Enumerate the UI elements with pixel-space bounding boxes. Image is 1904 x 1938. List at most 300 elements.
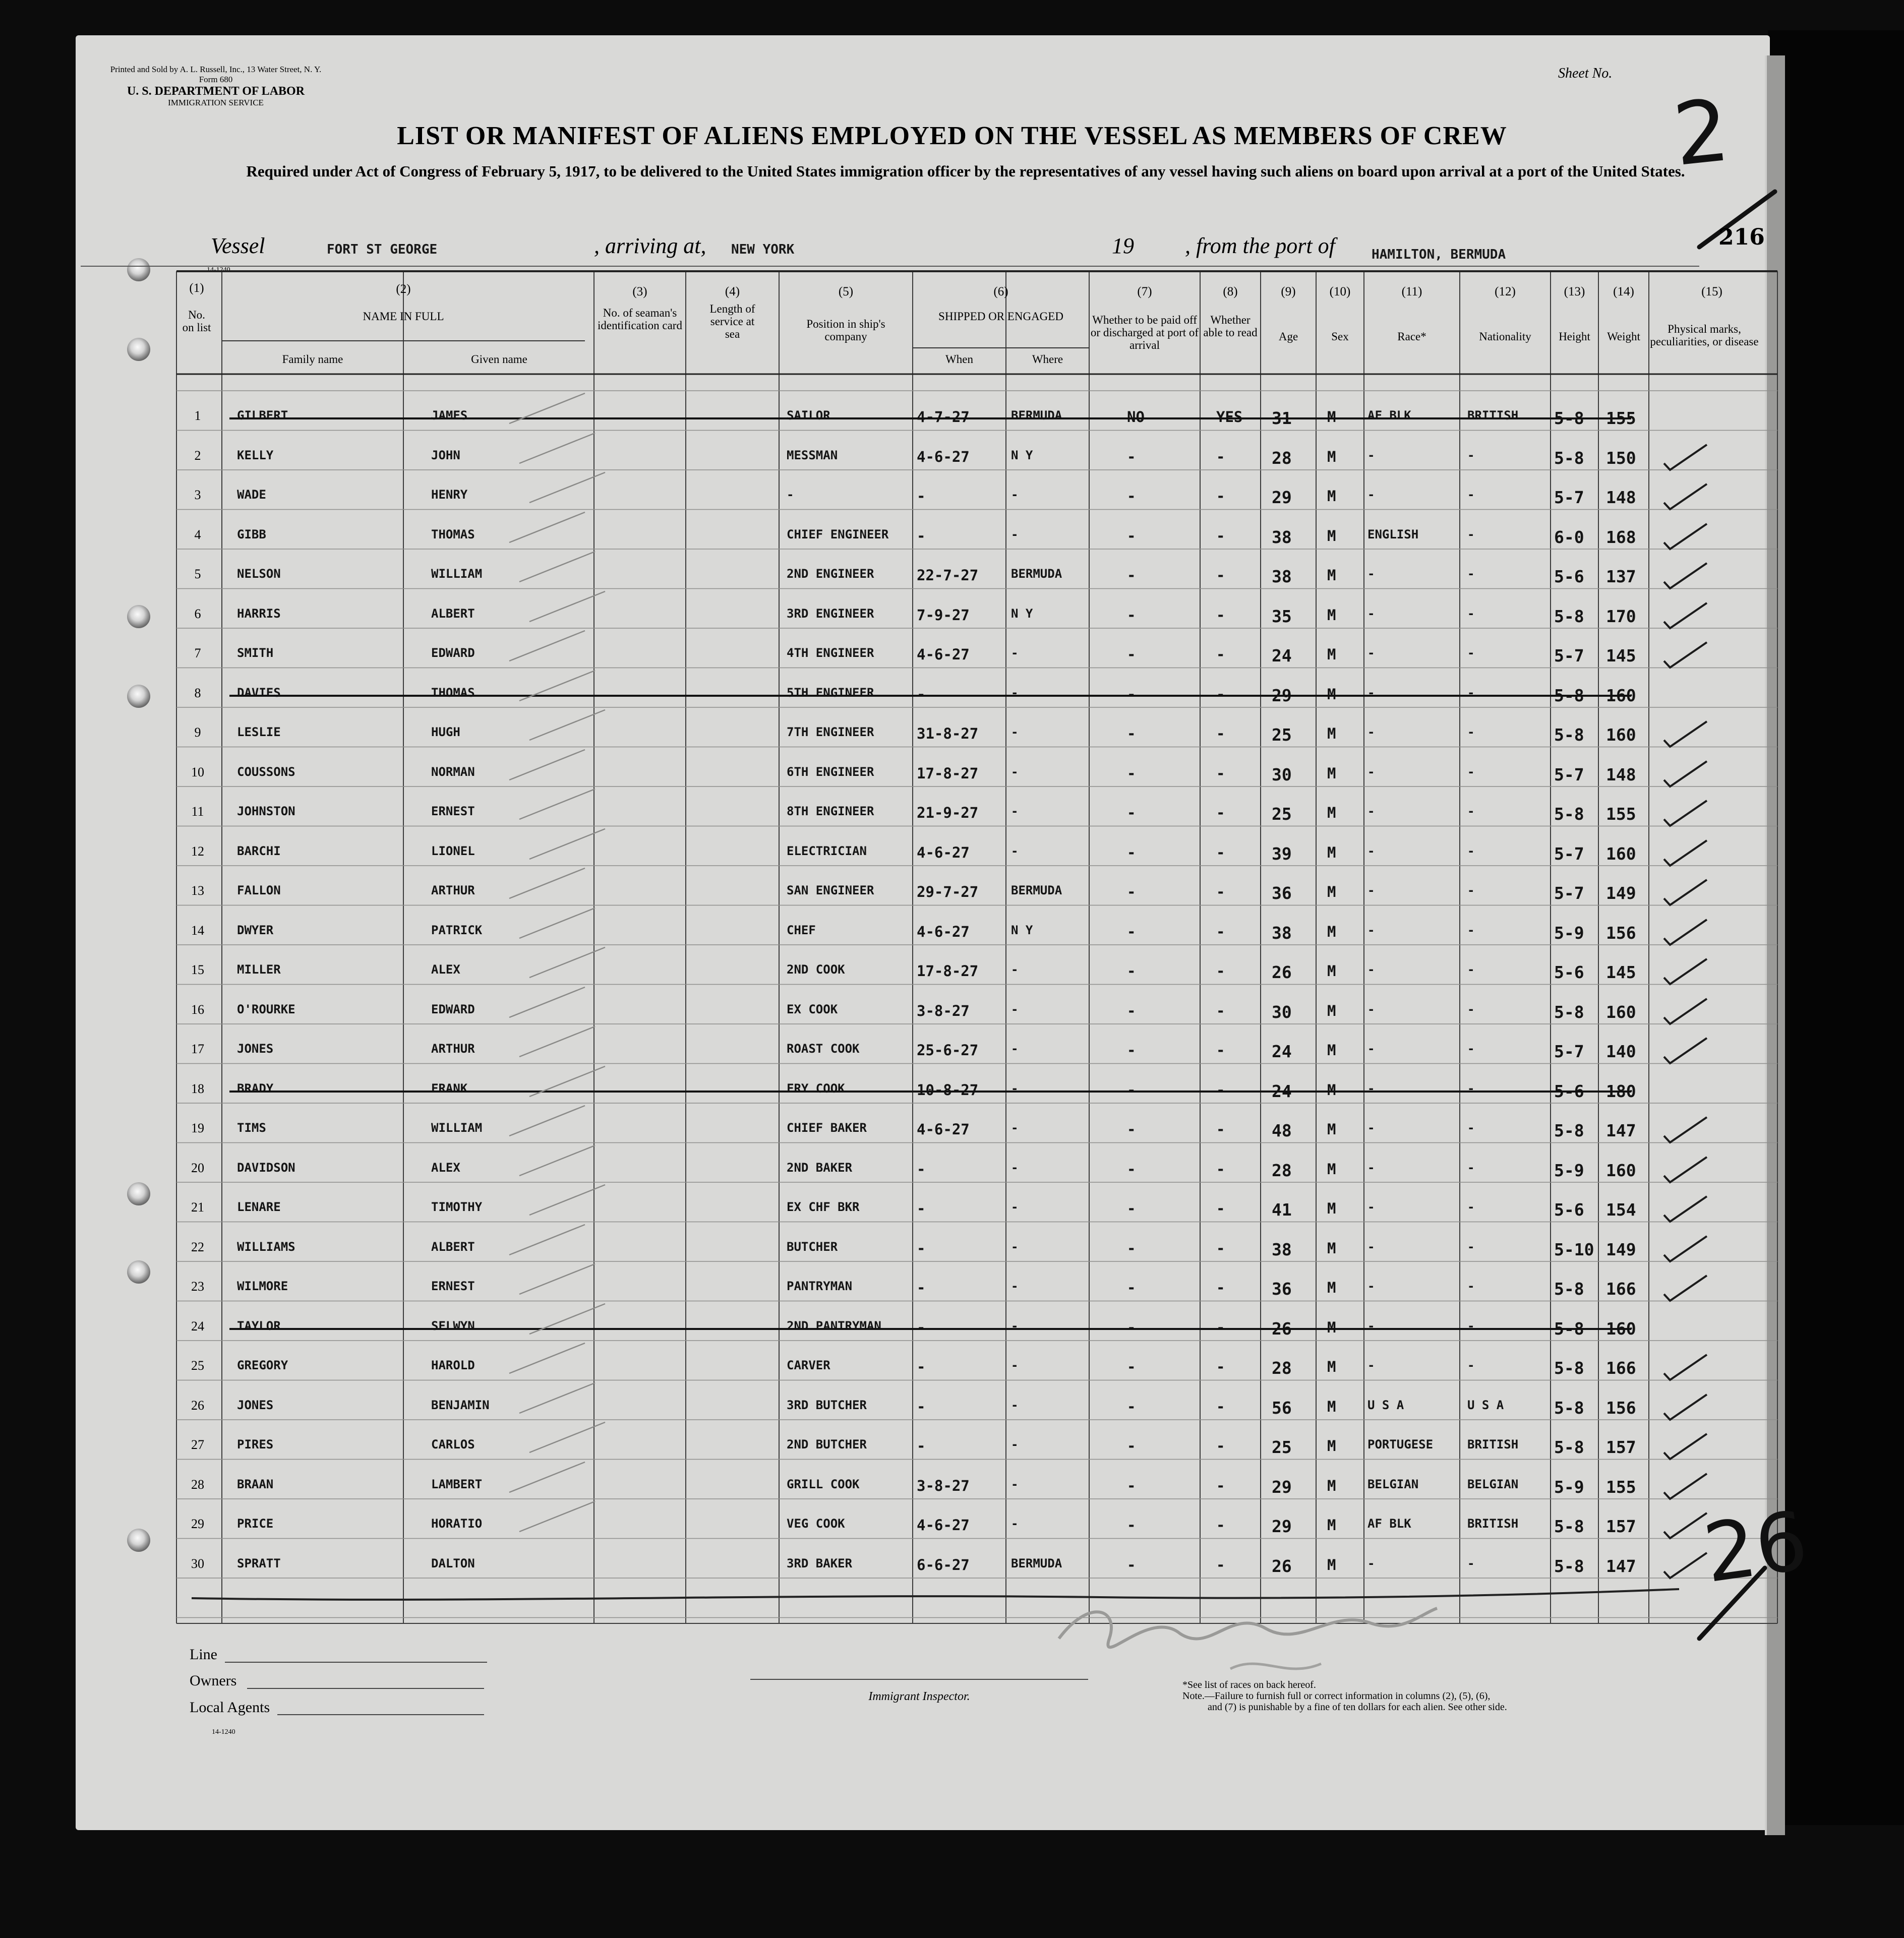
cell-family: WADE (237, 488, 266, 502)
cell-family: DWYER (237, 923, 274, 937)
cell-weight: 148 (1606, 764, 1636, 784)
cell-position: SAILOR (787, 408, 830, 422)
cell-sex: M (1327, 923, 1336, 940)
cell-paid: - (1127, 1556, 1136, 1573)
cell-nat: - (1467, 804, 1475, 818)
cell-sex: M (1327, 764, 1336, 782)
cell-given: HORATIO (431, 1517, 483, 1531)
pencil-tick-icon (504, 1101, 595, 1141)
row-number: 22 (191, 1239, 204, 1254)
cell-when: 17-8-27 (917, 962, 979, 980)
cell-race: - (1367, 923, 1375, 937)
cell-paid: - (1127, 1437, 1136, 1455)
cell-sex: M (1327, 883, 1336, 900)
cell-position: CHEF (787, 923, 816, 937)
cell-weight: 154 (1606, 1200, 1636, 1220)
cell-paid: - (1127, 804, 1136, 821)
cell-sex: M (1327, 1556, 1336, 1573)
page-subtitle: Required under Act of Congress of February 5, 1917, to be delivered to the United States immigration officer by the representatives of any vessel having such aliens on board upon arrival at a port of the United States. (246, 162, 1685, 180)
inspector-signature-line (750, 1679, 1088, 1680)
cell-read: - (1216, 804, 1225, 821)
cell-where: N Y (1011, 606, 1033, 621)
row-number: 10 (191, 764, 204, 779)
cell-age: 28 (1272, 1160, 1292, 1180)
pencil-tick-icon (524, 1180, 615, 1220)
check-mark-icon (1659, 757, 1714, 793)
cell-race: - (1367, 1121, 1375, 1135)
cell-paid: - (1127, 923, 1136, 940)
cell-paid: - (1127, 1042, 1136, 1059)
cell-family: WILMORE (237, 1279, 288, 1293)
cell-height: 5-8 (1554, 1437, 1584, 1457)
form-number: Form 680 (199, 75, 233, 84)
cell-when: - (917, 1398, 926, 1415)
check-mark-icon (1659, 599, 1714, 634)
col-14-label: Weight (1607, 330, 1640, 343)
cell-paid: - (1127, 1398, 1136, 1415)
cell-sex: M (1327, 1200, 1336, 1217)
check-mark-icon (1659, 717, 1714, 753)
cell-given: ARTHUR (431, 883, 475, 897)
cell-paid: NO (1127, 408, 1145, 426)
pencil-tick-icon (504, 982, 595, 1022)
row-number: 20 (191, 1160, 204, 1175)
cell-position: BUTCHER (787, 1239, 838, 1254)
cell-race: PORTUGESE (1367, 1437, 1434, 1451)
cell-read: - (1216, 764, 1225, 782)
cell-weight: 166 (1606, 1358, 1636, 1378)
cell-nat: - (1467, 646, 1475, 660)
check-mark-icon (1659, 638, 1714, 674)
check-mark-icon (1659, 916, 1714, 951)
cell-given: SELWYN (431, 1318, 475, 1333)
cell-when: - (917, 685, 926, 703)
cell-height: 5-7 (1554, 883, 1584, 903)
cell-paid: - (1127, 1477, 1136, 1494)
cell-height: 5-7 (1554, 843, 1584, 864)
check-mark-icon (1659, 1470, 1714, 1505)
penalty-note: Note.—Failure to furnish full or correct information in columns (2), (5), (6), (1182, 1690, 1491, 1702)
page-title: LIST OR MANIFEST OF ALIENS EMPLOYED ON THE VESSEL AS MEMBERS OF CREW (397, 122, 1507, 150)
check-mark-icon (1659, 1271, 1714, 1307)
cell-where: - (1011, 1279, 1019, 1293)
pencil-tick-icon (514, 784, 605, 824)
cell-age: 38 (1272, 527, 1292, 547)
local-agents-field (277, 1714, 484, 1715)
cell-height: 5-6 (1554, 962, 1584, 982)
cell-where: - (1011, 1358, 1019, 1372)
cell-race: - (1367, 646, 1375, 660)
cell-nat: - (1467, 1121, 1475, 1135)
row-number: 21 (191, 1200, 204, 1215)
cell-read: - (1216, 646, 1225, 663)
cell-position: 2ND PANTRYMAN (787, 1318, 881, 1333)
cell-nat: - (1467, 883, 1475, 897)
cell-position: 3RD ENGINEER (787, 606, 874, 621)
races-note: *See list of races on back hereof. (1182, 1679, 1316, 1690)
check-mark-icon (1659, 836, 1714, 872)
cell-position: - (787, 488, 794, 502)
cell-given: JAMES (431, 408, 468, 422)
cell-sex: M (1327, 1437, 1336, 1455)
cell-when: 4-6-27 (917, 923, 970, 940)
cell-where: - (1011, 1517, 1019, 1531)
printer-line: Printed and Sold by A. L. Russell, Inc., 13 Water Street, N. Y. (110, 65, 322, 74)
cell-when: 4-6-27 (917, 646, 970, 663)
row-number: 18 (191, 1081, 204, 1096)
cell-paid: - (1127, 1318, 1136, 1336)
cell-weight: 149 (1606, 883, 1636, 903)
cell-where: BERMUDA (1011, 883, 1062, 897)
cell-race: - (1367, 962, 1375, 977)
cell-nat: - (1467, 1081, 1475, 1096)
cell-when: 4-6-27 (917, 1121, 970, 1138)
department-name: U. S. DEPARTMENT OF LABOR (127, 85, 305, 98)
cell-race: - (1367, 764, 1375, 779)
faint-signature (1049, 1578, 1442, 1689)
cell-sex: M (1327, 1081, 1336, 1099)
cell-race: - (1367, 1200, 1375, 1214)
cell-weight: 157 (1606, 1437, 1636, 1457)
row-number: 28 (191, 1477, 204, 1492)
row-number: 6 (194, 606, 201, 621)
page-number: 216 (1718, 224, 1765, 250)
cell-given: ARTHUR (431, 1042, 475, 1056)
col-8-number: (8) (1223, 285, 1238, 298)
cell-weight: 137 (1606, 567, 1636, 586)
cell-nat: - (1467, 1239, 1475, 1254)
cell-position: 8TH ENGINEER (787, 804, 874, 818)
strike-through-line (229, 1328, 1631, 1330)
pencil-tick-icon (504, 626, 595, 666)
cell-sex: M (1327, 1279, 1336, 1296)
cell-height: 5-8 (1554, 408, 1584, 428)
cell-family: FALLON (237, 883, 281, 897)
cell-paid: - (1127, 1081, 1136, 1099)
cell-family: DAVIES (237, 685, 281, 700)
cell-nat: U S A (1467, 1398, 1504, 1412)
cell-family: O'ROURKE (237, 1002, 295, 1016)
cell-where: - (1011, 804, 1019, 818)
cell-given: ALEX (431, 1160, 460, 1175)
cell-family: GILBERT (237, 408, 288, 422)
cell-race: - (1367, 1556, 1375, 1570)
cell-height: 5-8 (1554, 1002, 1584, 1022)
cell-weight: 155 (1606, 804, 1636, 824)
col-11-number: (11) (1401, 285, 1422, 298)
local-agents-label: Local Agents (190, 1699, 270, 1716)
cell-where: N Y (1011, 448, 1033, 462)
pencil-tick-icon (514, 1140, 605, 1181)
cell-position: 2ND COOK (787, 962, 845, 977)
cell-where: - (1011, 1002, 1019, 1016)
handwritten-total: 26 (1698, 1493, 1813, 1601)
cell-nat: BRITISH (1467, 408, 1519, 422)
cell-paid: - (1127, 685, 1136, 703)
cell-position: 3RD BAKER (787, 1556, 853, 1570)
cell-paid: - (1127, 606, 1136, 624)
cell-read: - (1216, 843, 1225, 861)
cell-height: 5-8 (1554, 685, 1584, 705)
col-12-number: (12) (1495, 285, 1516, 298)
cell-nat: - (1467, 606, 1475, 621)
cell-sex: M (1327, 1002, 1336, 1019)
row-number: 16 (191, 1002, 204, 1017)
cell-race: - (1367, 1042, 1375, 1056)
cell-where: - (1011, 1081, 1019, 1096)
where-header: Where (1032, 353, 1063, 366)
cell-family: HARRIS (237, 606, 281, 621)
cell-weight: 166 (1606, 1279, 1636, 1299)
cell-paid: - (1127, 1239, 1136, 1257)
cell-sex: M (1327, 843, 1336, 861)
cell-where: - (1011, 962, 1019, 977)
check-mark-icon (1659, 1153, 1714, 1188)
cell-weight: 155 (1606, 1477, 1636, 1497)
cell-race: - (1367, 843, 1375, 858)
cell-paid: - (1127, 1160, 1136, 1178)
cell-sex: M (1327, 1517, 1336, 1534)
cell-weight: 160 (1606, 1160, 1636, 1180)
row-number: 8 (194, 685, 201, 700)
cell-position: FRY COOK (787, 1081, 845, 1096)
row-number: 19 (191, 1121, 204, 1135)
col-11-label: Race* (1397, 330, 1426, 343)
cell-weight: 160 (1606, 1002, 1636, 1022)
pencil-tick-icon (524, 1061, 615, 1102)
col-10-label: Sex (1331, 330, 1349, 343)
cell-nat: - (1467, 1279, 1475, 1293)
cell-weight: 145 (1606, 962, 1636, 982)
strike-through-line (229, 417, 1631, 419)
cell-sex: M (1327, 1358, 1336, 1375)
row-number: 15 (191, 962, 204, 977)
cell-read: - (1216, 1002, 1225, 1019)
cell-nat: - (1467, 843, 1475, 858)
pencil-tick-icon (504, 507, 595, 548)
cell-position: SAN ENGINEER (787, 883, 874, 897)
cell-height: 5-7 (1554, 488, 1584, 507)
cell-race: - (1367, 1318, 1375, 1333)
family-name-header: Family name (282, 353, 343, 366)
cell-given: NORMAN (431, 764, 475, 779)
cell-nat: - (1467, 764, 1475, 779)
cell-when: - (917, 1200, 926, 1217)
cell-where: - (1011, 1160, 1019, 1175)
pencil-tick-icon (524, 1417, 615, 1458)
line-label: Line (190, 1646, 217, 1663)
cell-nat: - (1467, 527, 1475, 541)
cell-read: - (1216, 923, 1225, 940)
col-4-label: Length of service at sea (709, 302, 755, 340)
cell-read: - (1216, 1081, 1225, 1099)
strike-through-line (229, 1091, 1631, 1093)
cell-position: EX COOK (787, 1002, 838, 1016)
cell-position: 5TH ENGINEER (787, 685, 874, 700)
from-port-label: , from the port of (1185, 233, 1335, 258)
cell-age: 29 (1272, 685, 1292, 705)
cell-family: PRICE (237, 1517, 274, 1531)
cell-weight: 156 (1606, 1398, 1636, 1418)
cell-given: LIONEL (431, 843, 475, 858)
cell-family: WILLIAMS (237, 1239, 295, 1254)
cell-sex: M (1327, 646, 1336, 663)
cell-height: 5-10 (1554, 1239, 1594, 1259)
cell-age: 35 (1272, 606, 1292, 626)
pencil-tick-icon (514, 428, 605, 468)
cell-nat: - (1467, 1002, 1475, 1016)
cell-when: 31-8-27 (917, 725, 979, 742)
cell-position: 2ND BUTCHER (787, 1437, 867, 1451)
cell-age: 38 (1272, 567, 1292, 586)
cell-read: YES (1216, 408, 1243, 426)
cell-given: HENRY (431, 488, 468, 502)
service-name: IMMIGRATION SERVICE (168, 98, 264, 107)
cell-height: 5-9 (1554, 923, 1584, 943)
footer-form-code: 14-1240 (212, 1728, 235, 1736)
cell-when: 4-6-27 (917, 448, 970, 465)
cell-sex: M (1327, 488, 1336, 505)
cell-read: - (1216, 1556, 1225, 1573)
check-mark-icon (1659, 1192, 1714, 1228)
cell-nat: BRITISH (1467, 1517, 1519, 1531)
cell-when: 6-6-27 (917, 1556, 970, 1573)
cell-family: JONES (237, 1042, 274, 1056)
cell-height: 5-6 (1554, 1081, 1584, 1101)
check-mark-icon (1659, 480, 1714, 515)
cell-paid: - (1127, 764, 1136, 782)
cell-given: EDWARD (431, 1002, 475, 1016)
cell-race: BELGIAN (1367, 1477, 1419, 1491)
cell-weight: 160 (1606, 685, 1636, 705)
cell-where: - (1011, 488, 1019, 502)
cell-nat: - (1467, 725, 1475, 739)
col-9-number: (9) (1281, 285, 1296, 298)
cell-family: COUSSONS (237, 764, 295, 779)
cell-paid: - (1127, 1517, 1136, 1534)
cell-given: WILLIAM (431, 567, 483, 581)
inspector-label: Immigrant Inspector. (868, 1690, 970, 1703)
cell-read: - (1216, 1477, 1225, 1494)
pencil-tick-icon (514, 903, 605, 943)
cell-weight: 147 (1606, 1556, 1636, 1576)
cell-where: - (1011, 1121, 1019, 1135)
cell-given: JOHN (431, 448, 460, 462)
cell-race: - (1367, 1002, 1375, 1016)
cell-height: 5-8 (1554, 606, 1584, 626)
col-6-number: (6) (993, 285, 1008, 298)
cell-read: - (1216, 883, 1225, 900)
cell-height: 5-7 (1554, 764, 1584, 784)
cell-age: 56 (1272, 1398, 1292, 1418)
col-7-label: Whether to be paid off or discharged at port of arrival (1090, 314, 1199, 351)
cell-when: - (917, 1279, 926, 1296)
cell-given: ALBERT (431, 606, 475, 621)
cell-given: WILLIAM (431, 1121, 483, 1135)
cell-read: - (1216, 1358, 1225, 1375)
cell-read: - (1216, 1517, 1225, 1534)
arrival-port: NEW YORK (731, 242, 795, 257)
cell-read: - (1216, 1160, 1225, 1178)
cell-weight: 147 (1606, 1121, 1636, 1140)
closing-rule (192, 1583, 1704, 1613)
cell-race: AF BLK (1367, 1517, 1411, 1531)
cell-given: DALTON (431, 1556, 475, 1570)
cell-height: 5-6 (1554, 1200, 1584, 1220)
col-15-label: Physical marks, peculiarities, or disease (1650, 323, 1759, 348)
cell-position: 3RD BUTCHER (787, 1398, 867, 1412)
col-9-label: Age (1278, 330, 1298, 343)
cell-weight: 157 (1606, 1517, 1636, 1536)
cell-sex: M (1327, 804, 1336, 821)
cell-nat: - (1467, 567, 1475, 581)
pencil-tick-icon (524, 705, 615, 745)
cell-where: BERMUDA (1011, 1556, 1062, 1570)
cell-height: 5-8 (1554, 1556, 1584, 1576)
sheet-no-label: Sheet No. (1558, 66, 1613, 81)
cell-age: 26 (1272, 1318, 1292, 1339)
cell-paid: - (1127, 843, 1136, 861)
check-mark-icon (1659, 1351, 1714, 1386)
cell-age: 26 (1272, 1556, 1292, 1576)
cell-read: - (1216, 1279, 1225, 1296)
cell-where: - (1011, 1318, 1019, 1333)
cell-position: MESSMAN (787, 448, 838, 462)
cell-family: DAVIDSON (237, 1160, 295, 1175)
cell-given: EDWARD (431, 646, 475, 660)
cell-age: 38 (1272, 923, 1292, 943)
arriving-label: , arriving at, (594, 233, 706, 258)
col-6-label: SHIPPED OR ENGAGED (938, 310, 1063, 323)
cell-weight: 160 (1606, 1318, 1636, 1339)
year-prefix: 19 (1112, 233, 1134, 258)
cell-family: PIRES (237, 1437, 274, 1451)
pencil-tick-icon (514, 1378, 605, 1418)
row-number: 27 (191, 1437, 204, 1452)
cell-when: - (917, 488, 926, 505)
owners-label: Owners (190, 1672, 237, 1689)
cell-read: - (1216, 527, 1225, 544)
check-mark-icon (1659, 1113, 1714, 1148)
cell-weight: 145 (1606, 646, 1636, 665)
cell-weight: 140 (1606, 1042, 1636, 1061)
vessel-name: FORT ST GEORGE (327, 242, 438, 257)
cell-position: PANTRYMAN (787, 1279, 853, 1293)
cell-weight: 170 (1606, 606, 1636, 626)
cell-paid: - (1127, 725, 1136, 742)
cell-when: 10-8-27 (917, 1081, 979, 1099)
cell-age: 29 (1272, 488, 1292, 507)
cell-where: - (1011, 764, 1019, 779)
cell-family: LENARE (237, 1200, 281, 1214)
cell-position: ROAST COOK (787, 1042, 860, 1056)
cell-given: ERNEST (431, 1279, 475, 1293)
pencil-tick-icon (514, 1259, 605, 1299)
cell-position: VEG COOK (787, 1517, 845, 1531)
cell-where: - (1011, 1042, 1019, 1056)
cell-age: 25 (1272, 725, 1292, 745)
cell-race: - (1367, 725, 1375, 739)
cell-where: N Y (1011, 923, 1033, 937)
cell-height: 5-8 (1554, 1121, 1584, 1140)
cell-paid: - (1127, 1358, 1136, 1375)
col-2-number: (2) (396, 282, 411, 296)
pencil-tick-icon (514, 547, 605, 587)
row-number: 12 (191, 843, 204, 859)
col-14-number: (14) (1613, 285, 1634, 298)
check-mark-icon (1659, 955, 1714, 990)
cell-age: 39 (1272, 843, 1292, 864)
